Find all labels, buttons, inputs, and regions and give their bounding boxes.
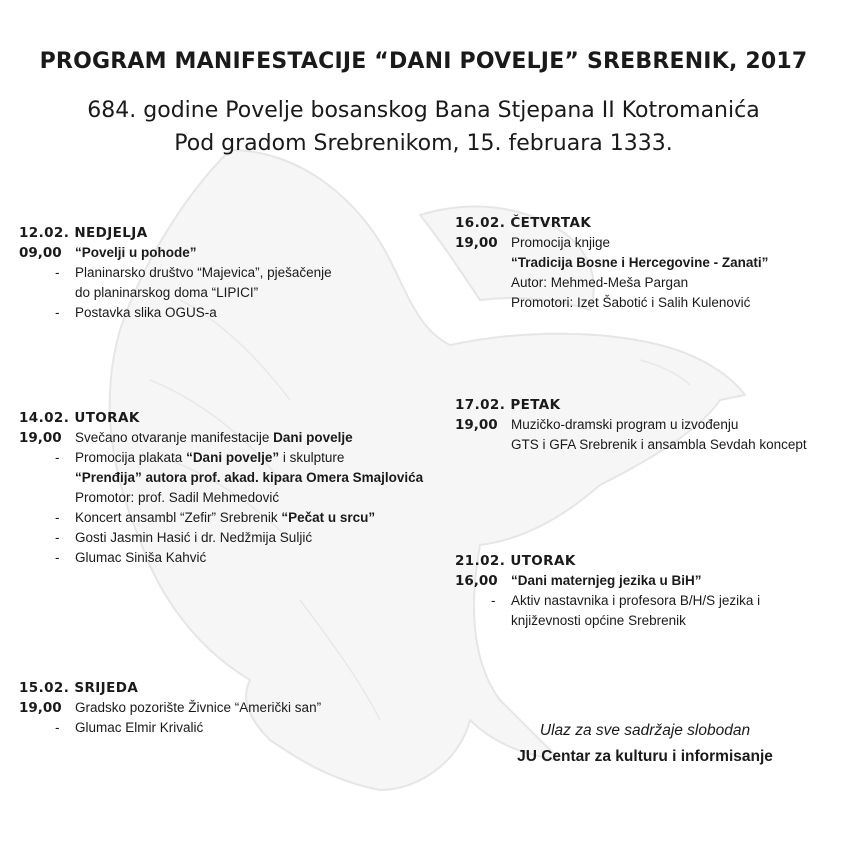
footer-entry-note: Ulaz za sve sadržaje slobodan (539, 722, 751, 739)
subtitle-anniversary: 684. godine Povelje bosanskog Bana Stjepana II Kotromanića (87, 98, 760, 123)
list-item: književnosti općine Srebrenik (511, 613, 686, 628)
page-title: PROGRAM MANIFESTACIJE “DANI POVELJE” SREBRENIK, 2017 (39, 49, 808, 74)
list-item-bold: “Dani povelje” (186, 450, 280, 465)
event-title: Muzičko-dramski program u izvođenju (511, 417, 739, 432)
book-promoters: Promotori: Izet Šabotić i Salih Kulenović (511, 295, 751, 310)
list-item: Postavka slika OGUS-a (75, 305, 217, 320)
event-time: 19,00 (455, 235, 498, 251)
day-block-17-02 (455, 395, 807, 455)
list-item-text: i skulpture (279, 450, 345, 465)
day-date: 14.02. UTORAK (19, 410, 140, 426)
event-title: Promocija knjige (511, 235, 611, 250)
bullet-dash: - (55, 550, 60, 565)
event-title: “Povelji u pohode” (75, 245, 197, 260)
bullet-dash: - (55, 530, 60, 545)
event-time: 16,00 (455, 573, 498, 589)
list-item: “Prenđija” autora prof. akad. kipara Omera Smajlovića (75, 470, 424, 485)
day-block-12-02 (19, 223, 332, 323)
event-title-bold: Dani povelje (273, 430, 353, 445)
list-item (75, 508, 375, 528)
footer-organizer: JU Centar za kulturu i informisanje (517, 748, 773, 765)
event-time: 19,00 (19, 430, 62, 446)
day-date: 17.02. PETAK (455, 397, 561, 413)
event-title: “Dani maternjeg jezika u BiH” (511, 573, 702, 588)
list-item: Planinarsko društvo “Majevica”, pješačenje (75, 265, 332, 280)
day-date: 12.02. NEDJELJA (19, 225, 148, 241)
event-title-text: Svečano otvaranje manifestacije (75, 430, 274, 445)
list-item: Promotor: prof. Sadil Mehmedović (75, 490, 280, 505)
bullet-dash: - (491, 593, 496, 608)
event-time: 19,00 (455, 417, 498, 433)
list-item-bold: “Pečat u srcu” (281, 510, 376, 525)
subtitle-place-date: Pod gradom Srebrenikom, 15. februara 1333. (174, 131, 673, 156)
day-date: 16.02. ČETVRTAK (455, 215, 592, 231)
list-item: Glumac Elmir Krivalić (75, 720, 204, 735)
bullet-dash: - (55, 450, 60, 465)
event-time: 09,00 (19, 245, 62, 261)
list-item (75, 448, 344, 468)
day-block-16-02 (455, 213, 769, 313)
event-title: Gradsko pozorište Živnice “Američki san” (75, 700, 322, 715)
bullet-dash: - (55, 305, 60, 320)
day-block-21-02 (455, 551, 761, 631)
day-date: 21.02. UTORAK (455, 553, 576, 569)
bullet-dash: - (55, 265, 60, 280)
event-detail: GTS i GFA Srebrenik i ansambla Sevdah koncept (511, 437, 807, 452)
book-title: “Tradicija Bosne i Hercegovine - Zanati” (511, 255, 769, 270)
list-item: Aktiv nastavnika i profesora B/H/S jezika i (511, 593, 761, 608)
event-time: 19,00 (19, 700, 62, 716)
list-item: do planinarskog doma “LIPICI” (75, 285, 259, 300)
list-item: Glumac Siniša Kahvić (75, 550, 207, 565)
day-block-14-02 (19, 408, 424, 568)
day-block-15-02 (19, 678, 322, 738)
list-item-text: Promocija plakata (75, 450, 187, 465)
day-date: 15.02. SRIJEDA (19, 680, 139, 696)
event-title (75, 428, 353, 448)
bullet-dash: - (55, 720, 60, 735)
list-item-text: Koncert ansambl “Zefir” Srebrenik (75, 510, 282, 525)
list-item: Gosti Jasmin Hasić i dr. Nedžmija Suljić (75, 530, 313, 545)
bullet-dash: - (55, 510, 60, 525)
book-author: Autor: Mehmed-Meša Pargan (511, 275, 689, 290)
